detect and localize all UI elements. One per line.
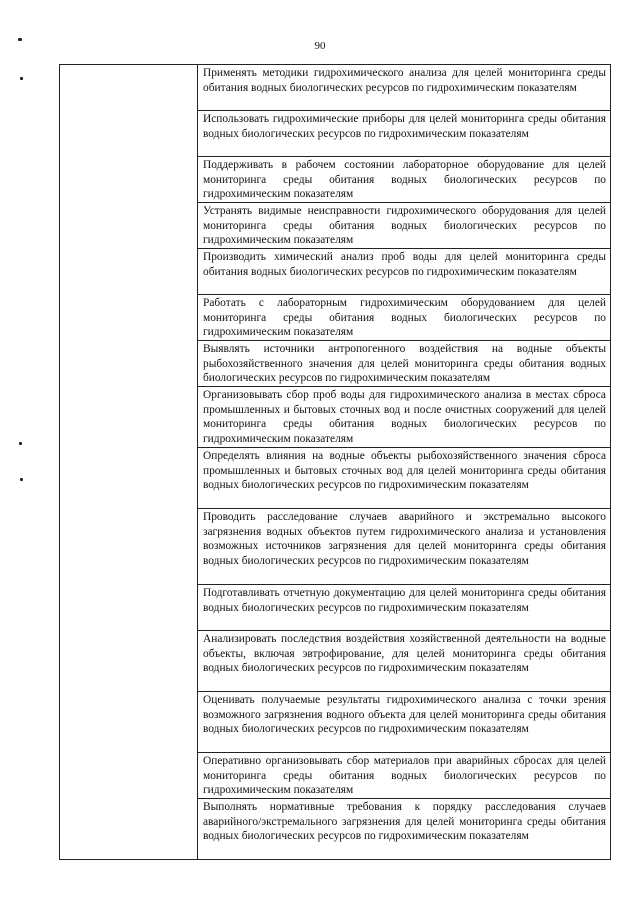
requirement-cell: Проводить расследование случаев аварийного и экстремально высокого загрязнения водных объектов путем гидрохимического анализа и установления возможных источников загрязнения для целей мониторинга среды обитания водных биологических ресурсов по гидрохимическим показателям (198, 509, 611, 585)
scan-mark (20, 77, 23, 80)
requirement-cell: Подготавливать отчетную документацию для целей мониторинга среды обитания водных биологических ресурсов по гидрохимическим показателям (198, 585, 611, 631)
requirement-cell: Оценивать получаемые результаты гидрохимического анализа с точки зрения возможного загрязнения водного объекта для целей мониторинга среды обитания водных биологических ресурсов по гидрохимическим показателям (198, 692, 611, 753)
requirement-cell: Выполнять нормативные требования к порядку расследования случаев аварийного/экстремального загрязнения для целей мониторинга среды обитания водных биологических ресурсов по гидрохимическим показателям (198, 799, 611, 860)
requirement-cell: Применять методики гидрохимического анализа для целей мониторинга среды обитания водных биологических ресурсов по гидрохимическим показателям (198, 65, 611, 111)
requirement-cell: Устранять видимые неисправности гидрохимического оборудования для целей мониторинга среды обитания водных биологических ресурсов по гидрохимическим показателям (198, 203, 611, 249)
label-cell-empty (60, 65, 198, 860)
requirement-cell: Организовывать сбор проб воды для гидрохимического анализа в местах сброса промышленных и бытовых сточных вод и после очистных сооружений для целей мониторинга среды обитания водных биологических ресурсов по гидрохимическим показателям (198, 387, 611, 448)
requirement-cell: Анализировать последствия воздействия хозяйственной деятельности на водные объекты, включая эвтрофирование, для целей мониторинга среды обитания водных биологических ресурсов по гидрохимическим показателям (198, 631, 611, 692)
requirement-cell: Выявлять источники антропогенного воздействия на водные объекты рыбохозяйственного значения для целей мониторинга среды обитания водных биологических ресурсов по гидрохимическим показателям (198, 341, 611, 387)
table-row (60, 65, 611, 111)
scan-mark (19, 442, 22, 445)
requirement-cell: Определять влияния на водные объекты рыбохозяйственного значения сброса промышленных и бытовых сточных вод для целей мониторинга среды обитания водных биологических ресурсов по гидрохимическим показателям (198, 448, 611, 509)
scan-mark (20, 478, 23, 481)
scan-mark (18, 38, 22, 41)
requirements-table (59, 64, 611, 860)
requirement-cell: Оперативно организовывать сбор материалов при аварийных сбросах для целей мониторинга среды обитания водных биологических ресурсов по гидрохимическим показателям (198, 753, 611, 799)
page-number: 90 (314, 40, 326, 52)
requirement-cell: Работать с лабораторным гидрохимическим оборудованием для целей мониторинга среды обитания водных биологических ресурсов по гидрохимическим показателям (198, 295, 611, 341)
requirement-cell: Производить химический анализ проб воды для целей мониторинга среды обитания водных биологических ресурсов по гидрохимическим показателям (198, 249, 611, 295)
requirement-cell: Поддерживать в рабочем состоянии лабораторное оборудование для целей мониторинга среды обитания водных биологических ресурсов по гидрохимическим показателям (198, 157, 611, 203)
requirement-cell: Использовать гидрохимические приборы для целей мониторинга среды обитания водных биологических ресурсов по гидрохимическим показателям (198, 111, 611, 157)
